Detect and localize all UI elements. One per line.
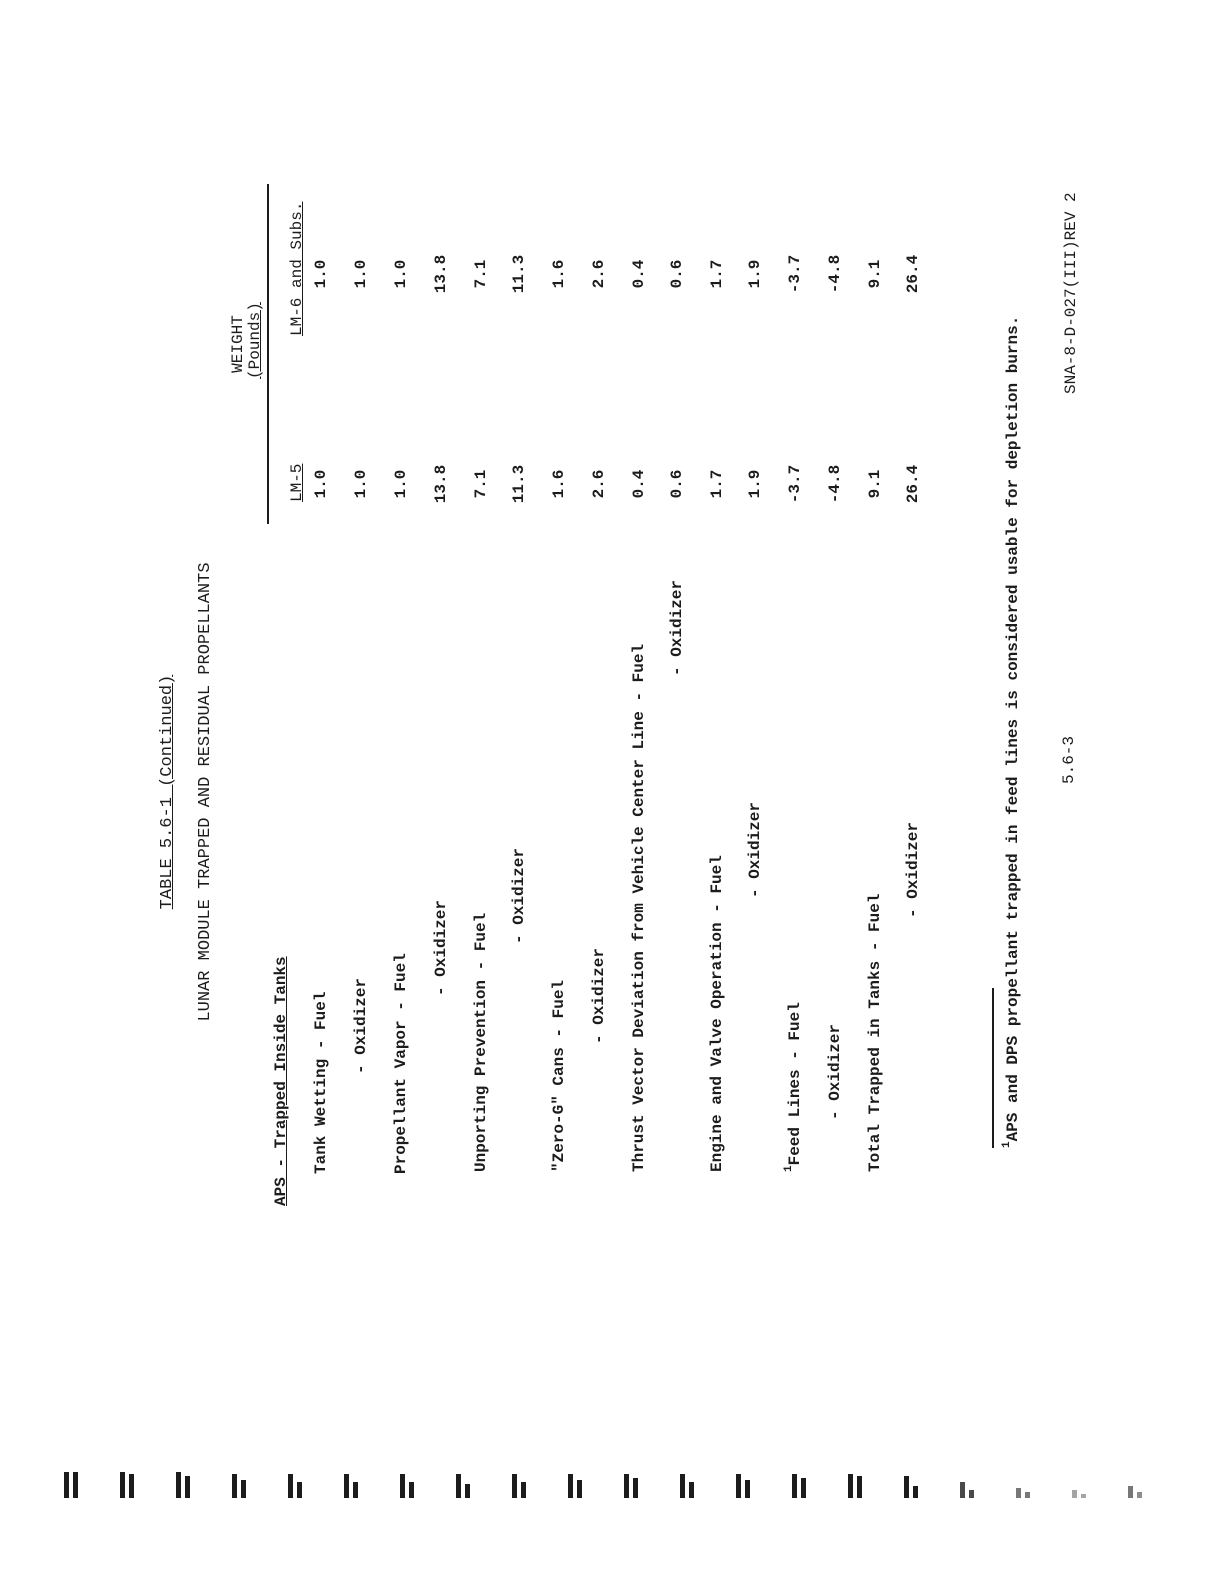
edge-mark — [400, 1470, 416, 1498]
footnote — [1001, 315, 1022, 1148]
row-label: - Oxidizer — [510, 847, 528, 944]
edge-mark — [176, 1470, 192, 1498]
weight-header-line1: WEIGHT — [229, 315, 247, 373]
footnote-text: APS and DPS propellant trapped in feed lines is considered usable for depletion burns. — [1004, 315, 1022, 1142]
edge-mark — [456, 1470, 472, 1498]
row-value-lm6: 1.0 — [352, 259, 370, 289]
row-value-lm6: -3.7 — [786, 254, 804, 294]
edge-mark — [120, 1470, 136, 1498]
row-value-lm5: 1.0 — [352, 469, 370, 499]
row-label: Thrust Vector Deviation from Vehicle Center Line - Fuel — [630, 643, 648, 1172]
footnote-rule — [992, 988, 994, 1148]
row-value-lm6: 1.0 — [392, 259, 410, 289]
row-value-lm6: 9.1 — [866, 259, 884, 289]
row-value-lm5: 1.9 — [746, 469, 764, 499]
edge-mark — [64, 1470, 80, 1498]
edge-mark — [680, 1470, 696, 1498]
row-value-lm6: -4.8 — [826, 254, 844, 294]
row-value-lm5: 9.1 — [866, 469, 884, 499]
row-label: - Oxidizer — [590, 947, 608, 1044]
row-value-lm5: 0.4 — [630, 469, 648, 499]
table-title: LUNAR MODULE TRAPPED AND RESIDUAL PROPELLANTS — [196, 562, 215, 1022]
row-value-lm5: 1.6 — [550, 469, 568, 499]
edge-mark — [568, 1470, 584, 1498]
row-value-lm5: 1.0 — [312, 469, 330, 499]
edge-mark — [848, 1470, 864, 1498]
row-label: "Zero-G" Cans - Fuel — [550, 979, 568, 1172]
row-value-lm6: 26.4 — [904, 254, 922, 294]
row-label: Total Trapped in Tanks - Fuel — [866, 893, 884, 1172]
row-label: Unporting Prevention - Fuel — [472, 912, 490, 1172]
table-number: TABLE 5.6-1 (Continued) — [158, 674, 177, 910]
row-value-lm5: 13.8 — [432, 464, 450, 504]
row-label: - Oxidizer — [432, 899, 450, 996]
row-value-lm5: -4.8 — [826, 464, 844, 504]
edge-mark — [1016, 1470, 1032, 1498]
row-value-lm6: 0.4 — [630, 259, 648, 289]
row-value-lm5: 26.4 — [904, 464, 922, 504]
edge-mark — [1128, 1470, 1144, 1498]
header-rule — [267, 184, 269, 524]
edge-mark — [512, 1470, 528, 1498]
row-value-lm6: 1.7 — [708, 259, 726, 289]
row-value-lm5: 1.0 — [392, 469, 410, 499]
column-header-lm5: LM-5 — [288, 463, 306, 502]
weight-header — [229, 302, 264, 379]
row-value-lm5: 11.3 — [510, 464, 528, 504]
document-id: SNA-8-D-027(III)REV 2 — [1062, 192, 1080, 394]
footnote-reference: 1 — [783, 1165, 795, 1172]
row-label: - Oxidizer — [668, 579, 686, 676]
row-value-lm6: 0.6 — [668, 259, 686, 289]
weight-header-line2: (Pounds) — [246, 302, 264, 379]
row-label: - Oxidizer — [904, 821, 922, 918]
edge-mark — [736, 1470, 752, 1498]
row-value-lm5: 1.7 — [708, 469, 726, 499]
edge-mark — [960, 1470, 976, 1498]
row-value-lm6: 11.3 — [510, 254, 528, 294]
row-label: Tank Wetting - Fuel — [312, 991, 330, 1174]
row-value-lm6: 7.1 — [472, 259, 490, 289]
row-value-lm5: -3.7 — [786, 464, 804, 504]
row-label: - Oxidizer — [352, 977, 370, 1074]
section-heading: APS - Trapped Inside Tanks — [272, 956, 290, 1206]
row-value-lm6: 13.8 — [432, 254, 450, 294]
row-label: Engine and Valve Operation - Fuel — [708, 855, 726, 1172]
row-label: - Oxidizer — [746, 801, 764, 898]
row-value-lm6: 2.6 — [590, 259, 608, 289]
edge-mark — [904, 1470, 920, 1498]
row-value-lm6: 1.9 — [746, 259, 764, 289]
row-label — [783, 1002, 804, 1172]
film-edge-marks — [0, 1470, 1220, 1510]
row-label: - Oxidizer — [826, 1023, 844, 1120]
edge-mark — [1072, 1470, 1088, 1498]
row-value-lm5: 2.6 — [590, 469, 608, 499]
edge-mark — [232, 1470, 248, 1498]
footnote-marker: 1 — [1001, 1141, 1013, 1148]
row-value-lm5: 0.6 — [668, 469, 686, 499]
edge-mark — [792, 1470, 808, 1498]
row-value-lm6: 1.6 — [550, 259, 568, 289]
row-label-text: Feed Lines - Fuel — [786, 1002, 804, 1166]
row-label: Propellant Vapor - Fuel — [392, 953, 410, 1174]
page-number: 5.6-3 — [1060, 735, 1078, 784]
edge-mark — [344, 1470, 360, 1498]
edge-mark — [624, 1470, 640, 1498]
row-value-lm5: 7.1 — [472, 469, 490, 499]
edge-mark — [288, 1470, 304, 1498]
column-header-lm6: LM-6 and Subs. — [288, 201, 306, 336]
row-value-lm6: 1.0 — [312, 259, 330, 289]
